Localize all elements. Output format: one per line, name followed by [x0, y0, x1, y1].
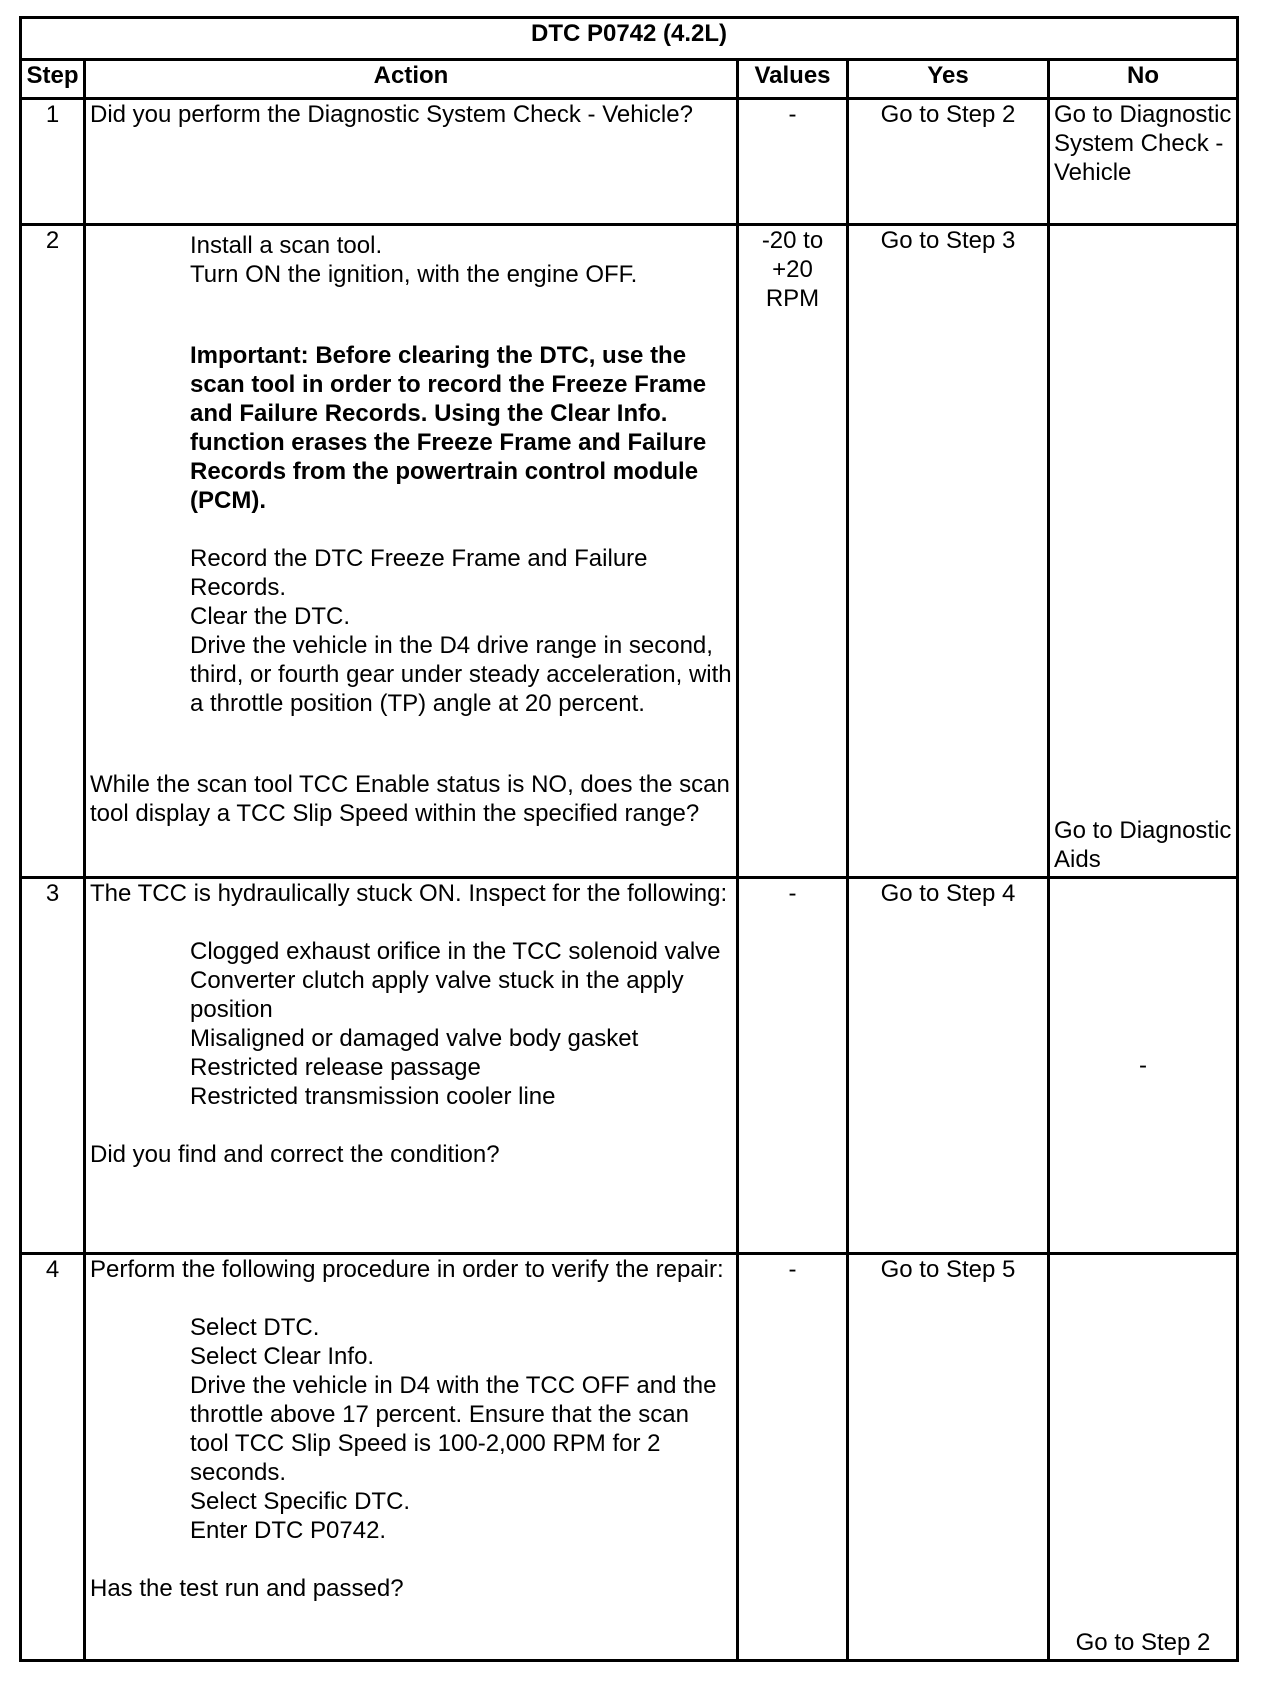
table-row — [21, 225, 1238, 878]
inspect-item: Clogged exhaust orifice in the TCC solenoid valve — [190, 938, 721, 965]
table-row — [21, 1254, 1238, 1661]
action-question: Did you perform the Diagnostic System Check - Vehicle? — [90, 101, 693, 128]
procedure-line: Select Clear Info. — [190, 1343, 375, 1370]
step-number: 3 — [21, 878, 85, 1254]
procedure-line: Record the DTC Freeze Frame and Failure Records. — [190, 545, 648, 601]
procedure-line: Clear the DTC. — [190, 603, 351, 630]
action-cell — [85, 878, 738, 1254]
inspect-item: Misaligned or damaged valve body gasket — [190, 1025, 639, 1052]
action-intro: Perform the following procedure in order to verify the repair: — [90, 1256, 724, 1283]
procedure-line: Drive the vehicle in the D4 drive range in second, third, or fourth gear under steady acceleration, with a throttle position (TP) angle at 20 percent. — [190, 632, 732, 717]
inspect-item: Converter clutch apply valve stuck in the apply position — [190, 967, 684, 1023]
header-step: Step — [21, 60, 85, 99]
no-cell: Go to Step 2 — [1049, 1254, 1238, 1661]
action-intro: The TCC is hydraulically stuck ON. Inspect for the following: — [90, 880, 728, 907]
procedure-line: Install a scan tool. — [190, 232, 383, 259]
yes-cell: Go to Step 4 — [848, 878, 1049, 1254]
yes-cell: Go to Step 2 — [848, 99, 1049, 225]
action-cell — [85, 99, 738, 225]
procedure-line: Select Specific DTC. — [190, 1488, 411, 1515]
values-cell: - — [738, 878, 848, 1254]
table-title: DTC P0742 (4.2L) — [21, 18, 1238, 60]
yes-cell: Go to Step 5 — [848, 1254, 1049, 1661]
important-note: Important: Before clearing the DTC, use the scan tool in order to record the Freeze Frame and Failure Records. Using the Clear Info. function erases the Freeze Frame and Failure Records from the powertrain control module (PCM). — [190, 342, 707, 514]
action-question: While the scan tool TCC Enable status is NO, does the scan tool display a TCC Slip Speed within the specified range? — [90, 771, 730, 827]
dtc-table — [19, 16, 1239, 1662]
header-no: No — [1049, 60, 1238, 99]
procedure-line: Enter DTC P0742. — [190, 1517, 387, 1544]
step-number: 4 — [21, 1254, 85, 1661]
no-cell: - — [1049, 878, 1238, 1254]
action-question: Has the test run and passed? — [90, 1575, 404, 1602]
procedure-line: Select DTC. — [190, 1314, 320, 1341]
table-row — [21, 99, 1238, 225]
step-number: 1 — [21, 99, 85, 225]
inspect-item: Restricted transmission cooler line — [190, 1083, 556, 1110]
values-cell: -20 to +20 RPM — [738, 225, 848, 878]
procedure-line: Drive the vehicle in D4 with the TCC OFF and the throttle above 17 percent. Ensure that the scan tool TCC Slip Speed is 100-2,000 RPM for 2 seconds. — [190, 1372, 717, 1486]
action-cell — [85, 1254, 738, 1661]
action-question: Did you find and correct the condition? — [90, 1141, 500, 1168]
values-cell: - — [738, 1254, 848, 1661]
action-cell — [85, 225, 738, 878]
inspect-item: Restricted release passage — [190, 1054, 481, 1081]
header-action: Action — [85, 60, 738, 99]
header-values: Values — [738, 60, 848, 99]
table-row — [21, 878, 1238, 1254]
procedure-line: Turn ON the ignition, with the engine OFF. — [190, 261, 638, 288]
yes-cell: Go to Step 3 — [848, 225, 1049, 878]
values-cell: - — [738, 99, 848, 225]
no-cell: Go to Diagnostic System Check - Vehicle — [1049, 99, 1238, 225]
no-cell: Go to Diagnostic Aids — [1049, 225, 1238, 878]
step-number: 2 — [21, 225, 85, 878]
header-yes: Yes — [848, 60, 1049, 99]
